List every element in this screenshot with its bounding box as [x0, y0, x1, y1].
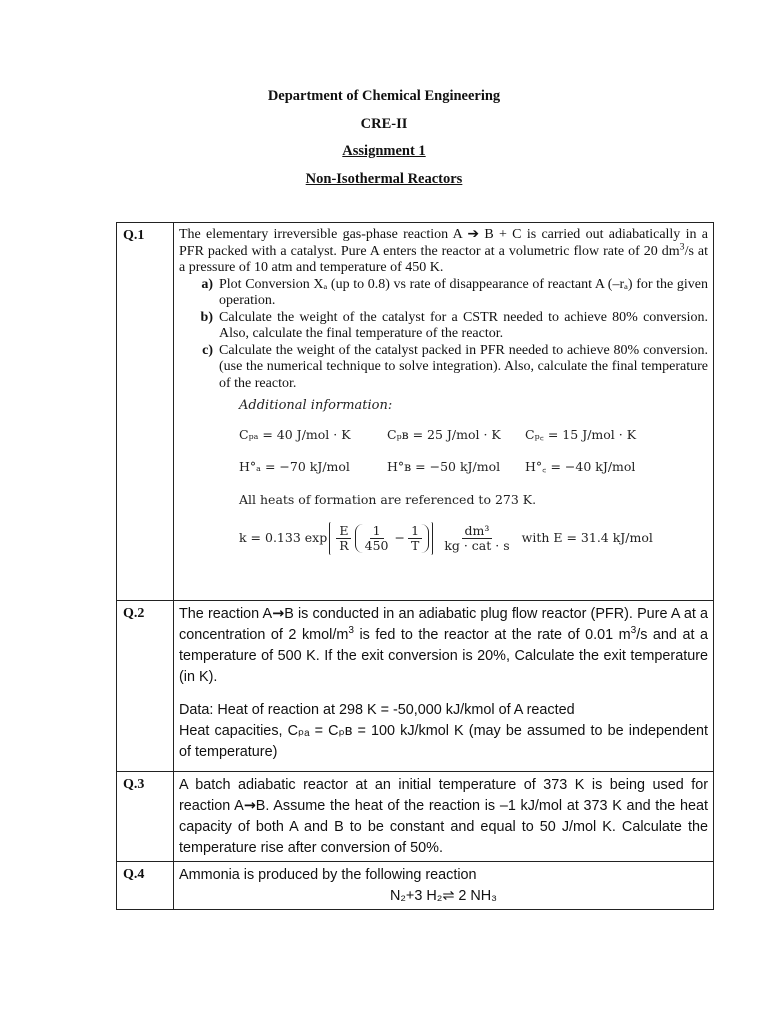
frac-num: E — [336, 524, 351, 539]
paren-group — [355, 524, 430, 553]
frac-den: kg · cat · s — [444, 538, 510, 553]
department-heading: Department of Chemical Engineering — [267, 88, 501, 104]
q1-parts — [179, 277, 708, 393]
q2-part: is fed to the reactor at the rate of 0.01 m — [353, 627, 631, 643]
reaction-arrow-icon: → — [272, 606, 285, 622]
h-b: H°ʙ = −50 kJ/mol — [387, 459, 501, 474]
part-text: Plot Conversion Xₐ (up to 0.8) vs rate of disappearance of reactant A (–rₐ) for the given operation. — [219, 276, 708, 308]
question-body-q4 — [174, 862, 714, 910]
part-label: b) — [200, 309, 213, 325]
q2-part: The reaction A — [179, 606, 273, 622]
fraction — [408, 524, 422, 553]
rate-unit — [441, 524, 512, 553]
part-label: a) — [201, 276, 213, 292]
q1-intro-part: The elementary irreversible gas-phase reaction A — [179, 227, 463, 242]
topic-title: Non-Isothermal Reactors — [305, 171, 463, 187]
activation-energy: with E = 31.4 kJ/mol — [521, 530, 653, 546]
part-text: Calculate the weight of the catalyst for a CSTR needed to achieve 80% conversion. Also, calculate the final temperature of the reactor. — [219, 309, 708, 341]
q3-part: B. Assume the heat of the reaction is –1 kJ/mol at 373 K and the heat capacity of both A and B to be constant and equal to 50 J/mol K. Calculate the temperature rise after conversion of 50%. — [179, 798, 709, 856]
fraction — [362, 524, 392, 553]
rate-constant-equation — [239, 522, 708, 555]
heat-capacity-row — [239, 427, 708, 444]
q2-statement — [179, 604, 708, 688]
k-lhs: k = 0.133 exp — [239, 530, 328, 546]
reaction-arrow-icon: → — [243, 798, 256, 814]
cp-c: Cₚ꜀ = 15 J/mol · K — [525, 426, 637, 442]
questions-table — [116, 222, 714, 910]
question-number: Q.2 — [117, 601, 174, 772]
q3-part: A batch adiabatic reactor at an initial temperature of 373 K is being used for reaction A — [179, 777, 708, 814]
additional-information — [239, 398, 708, 555]
question-row-q2 — [117, 601, 714, 772]
q2-part: B is conducted in an adiabatic plug flow reactor (PFR). Pure A at a concentration of 2 kmol/m — [179, 606, 708, 643]
q4-text: Ammonia is produced by the following reaction — [179, 867, 477, 883]
frac-den: R — [339, 538, 349, 553]
superscript: 3 — [679, 240, 685, 252]
heat-of-formation-row — [239, 459, 708, 476]
question-body-q3 — [174, 772, 714, 862]
q1-intro — [179, 226, 708, 277]
list-item — [179, 343, 708, 393]
q2-heat-capacities: Heat capacities, Cₚₐ = Cₚʙ = 100 kJ/kmol K (may be assumed to be independent of temperature) — [179, 723, 708, 760]
course-code: CRE-II — [360, 116, 408, 132]
h-c: H°꜀ = −40 kJ/mol — [525, 459, 636, 474]
question-body-q1 — [174, 223, 714, 601]
assignment-title: Assignment 1 — [342, 143, 426, 159]
fraction — [336, 524, 351, 553]
question-number: Q.3 — [117, 772, 174, 862]
question-number: Q.4 — [117, 862, 174, 910]
q2-data: Data: Heat of reaction at 298 K = -50,000 kJ/kmol of A reacted — [179, 702, 575, 718]
q2-part: /s and at a temperature of 500 K. If the exit conversion is 20%, Calculate the exit temperature (in K). — [179, 627, 708, 685]
frac-num: 1 — [370, 524, 384, 539]
minus-sign: − — [394, 530, 405, 546]
frac-den: 450 — [364, 538, 389, 553]
heats-note: All heats of formation are referenced to 273 K. — [239, 491, 537, 507]
frac-num: dm³ — [462, 524, 493, 539]
frac-den: T — [410, 538, 420, 553]
frac-num: 1 — [408, 524, 422, 539]
list-item — [179, 277, 708, 310]
cp-b: Cₚʙ = 25 J/mol · K — [387, 426, 501, 442]
question-row-q1 — [117, 223, 714, 601]
superscript: 3 — [348, 625, 354, 637]
reaction-arrow-icon: ➔ — [467, 226, 480, 242]
question-row-q3 — [117, 772, 714, 862]
exponent-bracket — [329, 522, 433, 555]
superscript: 3 — [630, 625, 637, 637]
q1-intro-part: /s at a pressure of 10 atm and temperature of 450 K. — [179, 243, 709, 275]
q1-intro-part: B + C is carried out adiabatically in a PFR packed with a catalyst. Pure A enters the reactor at a volumetric flow rate of 20 dm — [179, 227, 709, 259]
part-text: Calculate the weight of the catalyst packed in PFR needed to achieve 80% conversion. (use the numerical technique to solve integration). Also, calculate the final temperature of the reactor. — [219, 342, 708, 391]
question-row-q4 — [117, 862, 714, 910]
info-heading: Additional information: — [239, 398, 393, 413]
list-item — [179, 310, 708, 343]
question-number: Q.1 — [117, 223, 174, 601]
ammonia-reaction: N₂+3 H₂⇌ 2 NH₃ — [389, 888, 498, 904]
question-body-q2 — [174, 601, 714, 772]
cp-a: Cₚₐ = 40 J/mol · K — [239, 426, 351, 442]
part-label: c) — [202, 342, 213, 358]
h-a: H°ₐ = −70 kJ/mol — [239, 459, 350, 474]
